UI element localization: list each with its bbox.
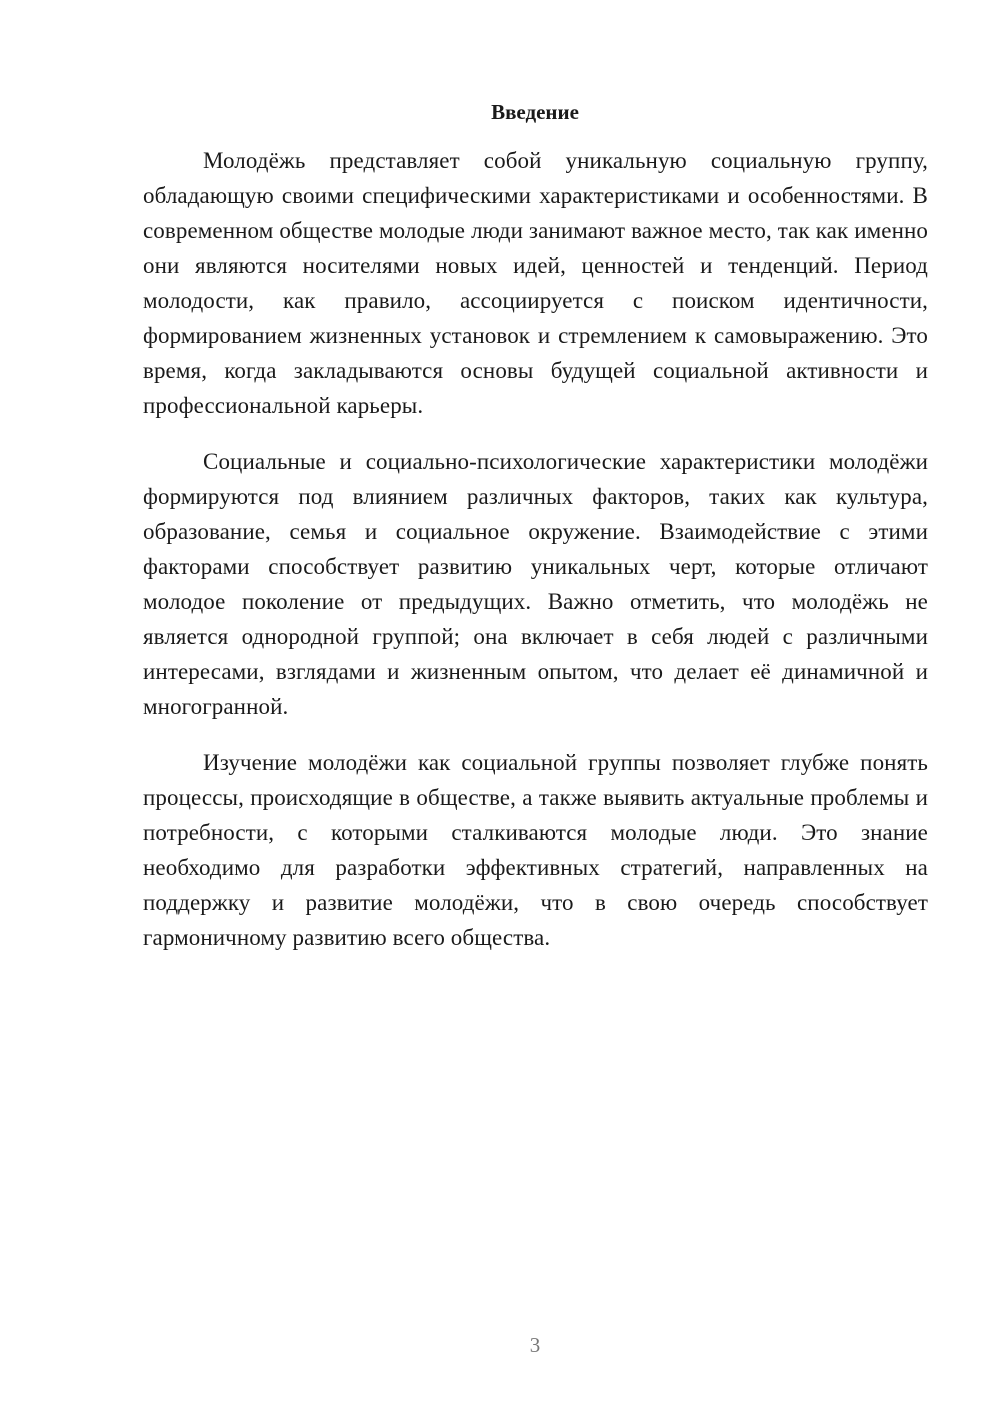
page-number: 3 — [529, 1333, 541, 1357]
paragraph-2: Социальные и социально-психологические характеристики молодёжи формируются под влиянием различных факторов, таких как культура, образование, семья и социальное окружение. Взаимодействие с этими факторами способствует развитию уникальных черт, которые отличают молодое поколение от предыдущих. Важно отметить, что молодёжь не является однородной группой; она включает в себя людей с различными интересами, взглядами и жизненным опытом, что делает её динамичной и многогранной. — [143, 449, 928, 719]
body-text — [143, 143, 928, 976]
paragraph-1: Молодёжь представляет собой уникальную социальную группу, обладающую своими специфическими характеристиками и особенностями. В современном обществе молодые люди занимают важное место, так как именно они являются носителями новых идей, ценностей и тенденций. Период молодости, как правило, ассоциируется с поиском идентичности, формированием жизненных установок и стремлением к самовыражению. Это время, когда закладываются основы будущей социальной активности и профессиональной карьеры. — [143, 148, 928, 418]
section-heading: Введение — [491, 100, 579, 124]
paragraph-3: Изучение молодёжи как социальной группы позволяет глубже понять процессы, происходящие в обществе, а также выявить актуальные проблемы и потребности, с которыми сталкиваются молодые люди. Это знание необходимо для разработки эффективных стратегий, направленных на поддержку и развитие молодёжи, что в свою очередь способствует гармоничному развитию всего общества. — [143, 750, 928, 950]
